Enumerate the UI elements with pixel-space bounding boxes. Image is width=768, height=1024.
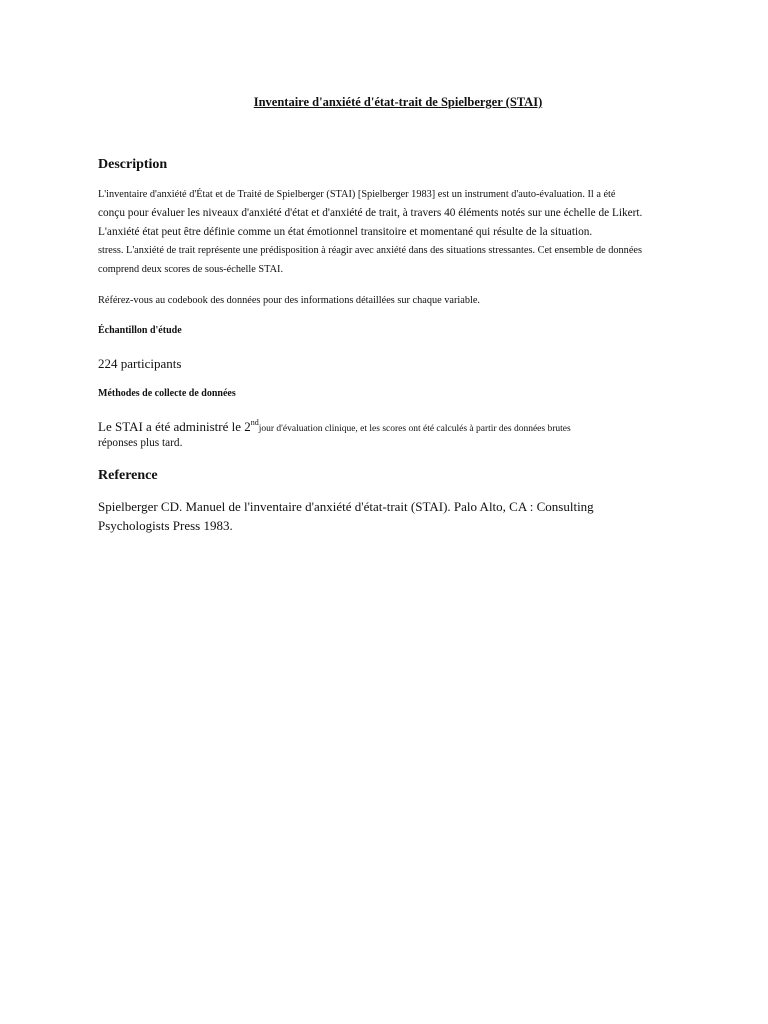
reference-line-2: Psychologists Press 1983. [98, 518, 233, 533]
codebook-note: Référez-vous au codebook des données pour des informations détaillées sur chaque variable. [98, 295, 480, 306]
description-line-5: comprend deux scores de sous-échelle STAI. [98, 264, 284, 275]
reference-line-1: Spielberger CD. Manuel de l'inventaire d'anxiété d'état-trait (STAI). Palo Alto, CA : Consulting [98, 499, 594, 514]
description-line-2: conçu pour évaluer les niveaux d'anxiété d'état et d'anxiété de trait, à travers 40 éléments notés sur une échelle de Likert. [98, 207, 643, 219]
document-title-text: Inventaire d'anxiété d'état-trait de Spielberger (STAI) [253, 95, 543, 109]
methods-line-1-start: Le STAI a été administré le 2 [98, 419, 251, 434]
methods-line-1 [98, 418, 571, 435]
sample-value: 224 participants [98, 356, 182, 371]
reference-heading: Reference [98, 468, 158, 483]
methods-line-1-rest: jour d'évaluation clinique, et les scores ont été calculés à partir des données brutes [258, 424, 571, 434]
methods-line-2: réponses plus tard. [98, 437, 183, 449]
description-line-4: stress. L'anxiété de trait représente une prédisposition à réagir avec anxiété dans des situations stressantes. Cet ensemble de données [98, 245, 642, 256]
description-line-1: L'inventaire d'anxiété d'État et de Traité de Spielberger (STAI) [Spielberger 1983] est un instrument d'auto-évaluation. Il a été [98, 189, 616, 200]
sample-heading: Échantillon d'étude [98, 325, 182, 336]
methods-ordinal-suffix: nd [250, 418, 259, 427]
description-heading: Description [98, 157, 168, 172]
document-title [98, 95, 698, 110]
methods-heading: Méthodes de collecte de données [98, 388, 236, 399]
description-line-3: L'anxiété état peut être définie comme un état émotionnel transitoire et momentané qui résulte de la situation. [98, 226, 593, 238]
